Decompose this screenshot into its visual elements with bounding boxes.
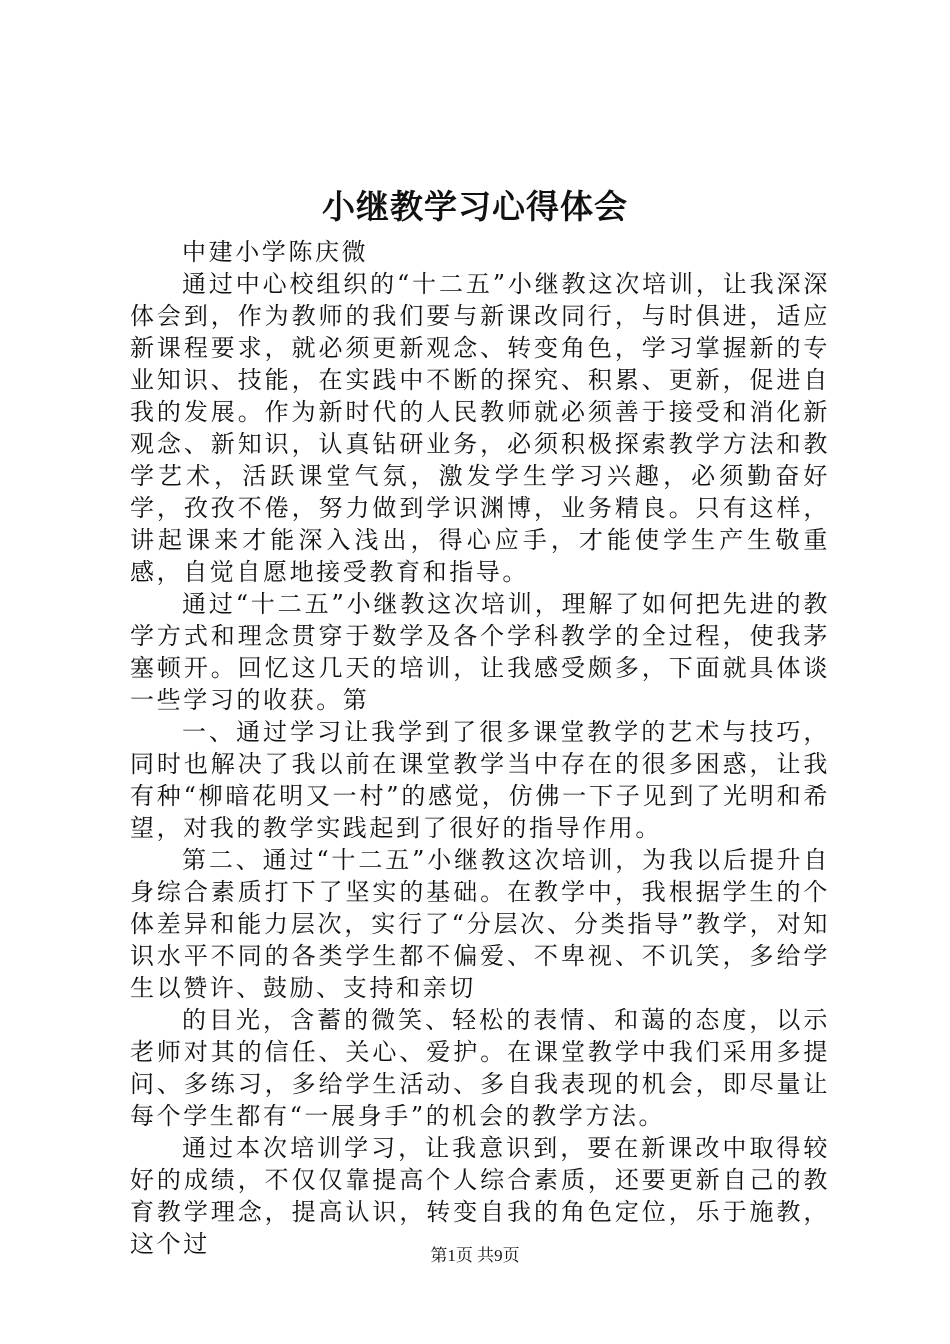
page-number-footer: 第1页 共9页 bbox=[430, 1246, 520, 1265]
paragraph: 的目光，含蓄的微笑、轻松的表情、和蔼的态度，以示老师对其的信任、关心、爱护。在课堂教学中我们采用多提问、多练习，多给学生活动、多自我表现的机会，即尽量让每个学生都有“一展身手”的机会的教学方法。 bbox=[130, 1006, 830, 1130]
document-body bbox=[130, 236, 830, 1260]
paragraph: 通过“十二五”小继教这次培训，理解了如何把先进的教学方式和理念贯穿于数学及各个学科教学的全过程，使我茅塞顿开。回忆这几天的培训，让我感受颇多，下面就具体谈一些学习的收获。第 bbox=[130, 590, 830, 714]
paragraph: 通过中心校组织的“十二五”小继教这次培训，让我深深体会到，作为教师的我们要与新课改同行，与时俱进，适应新课程要求，就必须更新观念、转变角色，学习掌握新的专业知识、技能，在实践中不断的探究、积累、更新，促进自我的发展。作为新时代的人民教师就必须善于接受和消化新观念、新知识，认真钻研业务，必须积极探索教学方法和教学艺术，活跃课堂气氛，激发学生学习兴趣，必须勤奋好学，孜孜不倦，努力做到学识渊博，业务精良。只有这样，讲起课来才能深入浅出，得心应手，才能使学生产生敬重感，自觉自愿地接受教育和指导。 bbox=[130, 270, 830, 586]
author-line: 中建小学陈庆微 bbox=[182, 238, 369, 266]
paragraph: 第二、通过“十二五”小继教这次培训，为我以后提升自身综合素质打下了坚实的基础。在教学中，我根据学生的个体差异和能力层次，实行了“分层次、分类指导”教学，对知识水平不同的各类学生都不偏爱、不卑视、不讥笑，多给学生以赞许、鼓励、支持和亲切 bbox=[130, 846, 830, 1002]
document-title: 小继教学习心得体会 bbox=[322, 187, 628, 226]
paragraph: 通过本次培训学习，让我意识到，要在新课改中取得较好的成绩，不仅仅靠提高个人综合素质，还要更新自己的教育教学理念，提高认识，转变自我的角色定位，乐于施教，这个过 bbox=[130, 1134, 830, 1258]
paragraph: 一、通过学习让我学到了很多课堂教学的艺术与技巧，同时也解决了我以前在课堂教学当中存在的很多困惑，让我有种“柳暗花明又一村”的感觉，仿佛一下子见到了光明和希望，对我的教学实践起到了很好的指导作用。 bbox=[130, 718, 830, 842]
